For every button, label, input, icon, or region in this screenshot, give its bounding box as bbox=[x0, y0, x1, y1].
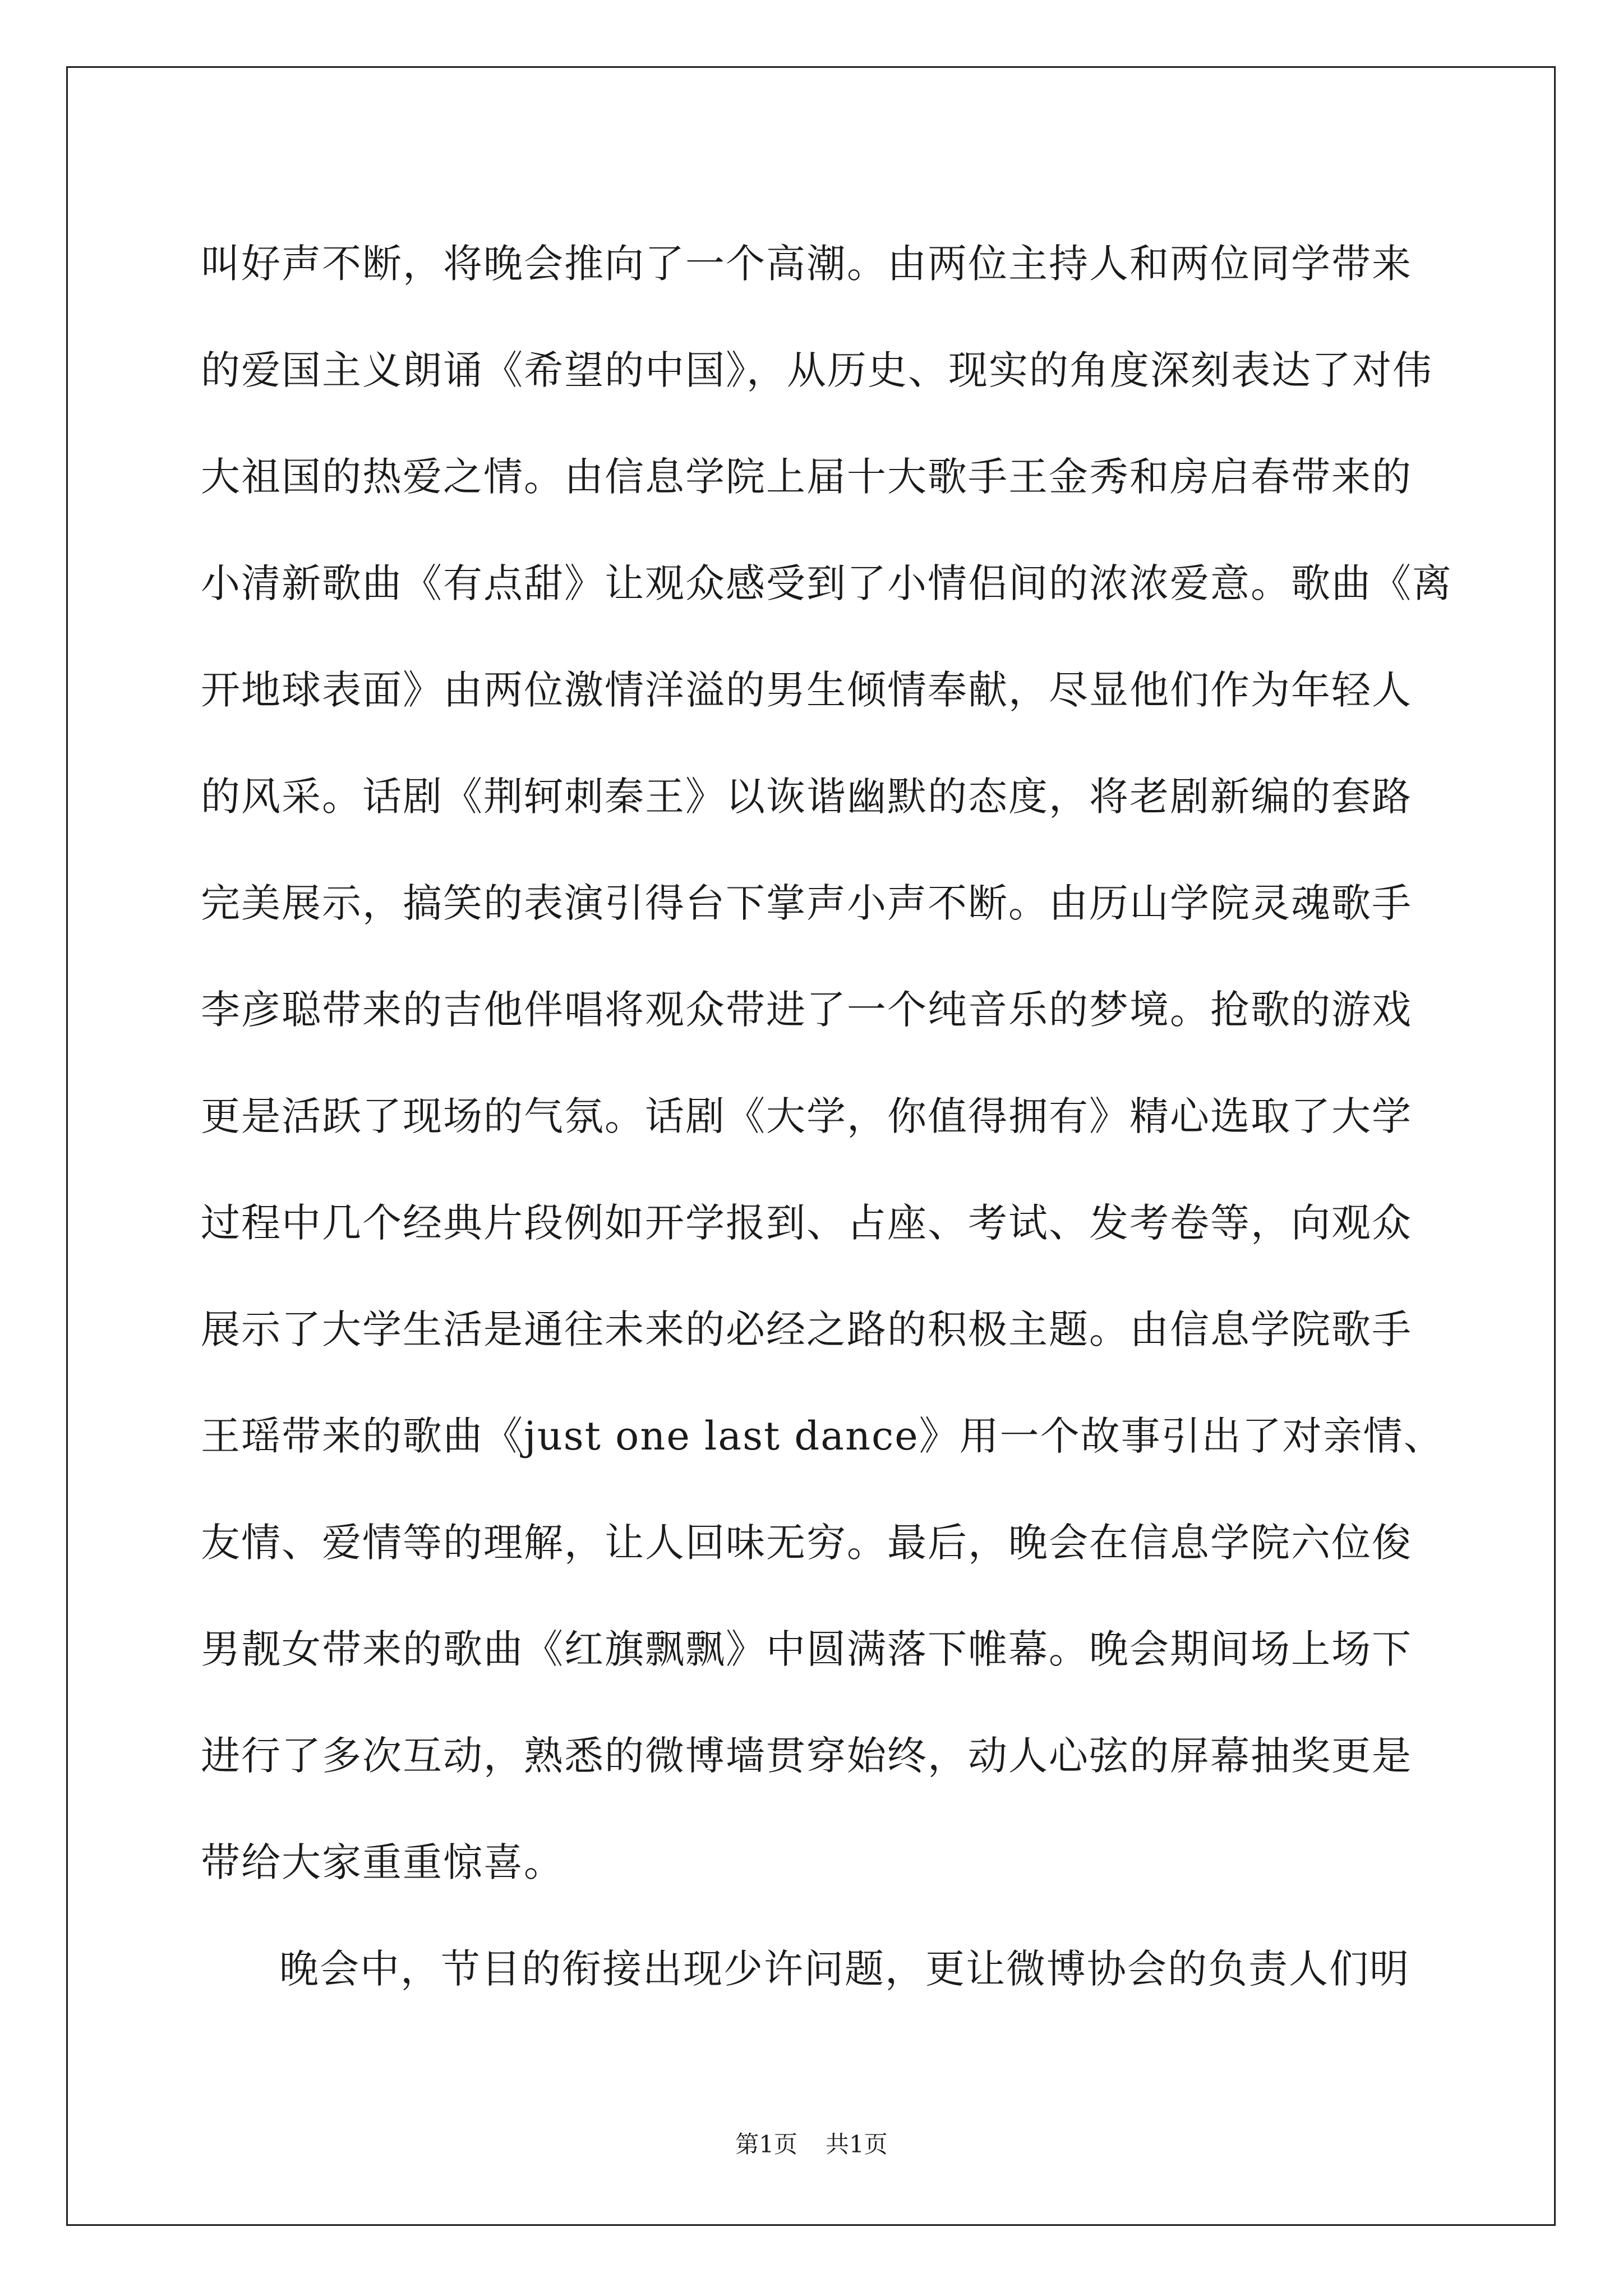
text-line: 的爱国主义朗诵《希望的中国》，从历史、现实的角度深刻表达了对伟 bbox=[201, 347, 1433, 393]
text-line: 大祖国的热爱之情。由信息学院上届十大歌手王金秀和房启春带来的 bbox=[201, 454, 1412, 500]
text-line: 男靓女带来的歌曲《红旗飘飘》中圆满落下帷幕。晚会期间场上场下 bbox=[201, 1626, 1412, 1672]
page-footer bbox=[0, 2126, 1623, 2160]
text-line: 王瑶带来的歌曲《just one last dance》用一个故事引出了对亲情、 bbox=[201, 1413, 1444, 1459]
text-line: 进行了多次互动，熟悉的微博墙贯穿始终，动人心弦的屏幕抽奖更是 bbox=[201, 1733, 1412, 1779]
text-line: 过程中几个经典片段例如开学报到、占座、考试、发考卷等，向观众 bbox=[201, 1200, 1412, 1246]
text-line: 开地球表面》由两位激情洋溢的男生倾情奉献，尽显他们作为年轻人 bbox=[201, 667, 1412, 713]
text-line: 叫好声不断，将晚会推向了一个高潮。由两位主持人和两位同学带来 bbox=[201, 241, 1412, 287]
text-line: 完美展示，搞笑的表演引得台下掌声小声不断。由历山学院灵魂歌手 bbox=[201, 880, 1412, 926]
text-line: 带给大家重重惊喜。 bbox=[201, 1839, 564, 1885]
text-line: 展示了大学生活是通往未来的必经之路的积极主题。由信息学院歌手 bbox=[201, 1306, 1412, 1352]
paragraph-start-line: 晚会中，节目的衔接出现少许问题，更让微博协会的负责人们明 bbox=[279, 1946, 1410, 1992]
body-text bbox=[201, 210, 1453, 2022]
text-line: 李彦聪带来的吉他伴唱将观众带进了一个纯音乐的梦境。抢歌的游戏 bbox=[201, 987, 1412, 1033]
page-total: 共1页 bbox=[826, 2131, 888, 2158]
page-number: 第1页 bbox=[735, 2131, 797, 2158]
text-line: 友情、爱情等的理解，让人回味无穷。最后，晚会在信息学院六位俊 bbox=[201, 1520, 1412, 1566]
text-line: 的风采。话剧《荆轲刺秦王》以诙谐幽默的态度，将老剧新编的套路 bbox=[201, 774, 1412, 820]
text-line: 小清新歌曲《有点甜》让观众感受到了小情侣间的浓浓爱意。歌曲《离 bbox=[201, 560, 1453, 606]
text-line: 更是活跃了现场的气氛。话剧《大学，你值得拥有》精心选取了大学 bbox=[201, 1093, 1412, 1139]
